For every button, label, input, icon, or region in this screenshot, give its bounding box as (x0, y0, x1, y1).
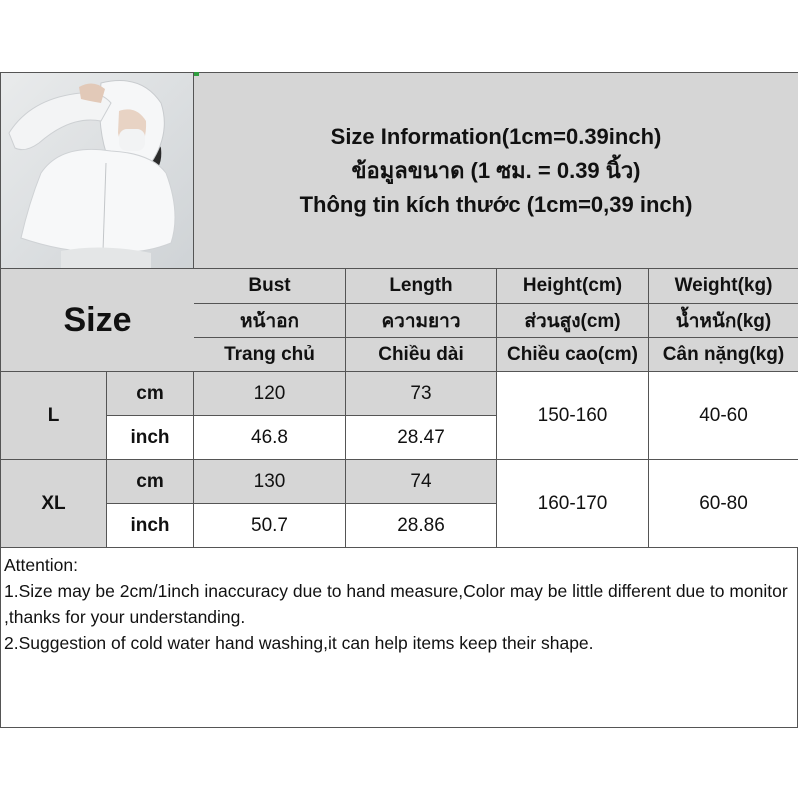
header-height-vi: Chiều cao(cm) (497, 338, 649, 372)
header-length-en: Length (346, 269, 497, 304)
header-height-th: ส่วนสูง(cm) (497, 304, 649, 338)
size-xl-inch-label: inch (107, 504, 194, 548)
header-length-vi: Chiều dài (346, 338, 497, 372)
size-xl-bust-inch: 50.7 (194, 504, 346, 548)
title-english: Size Information(1cm=0.39inch) (330, 123, 662, 149)
title-vietnamese: Thông tin kích thước (1cm=0,39 inch) (299, 191, 693, 217)
size-l-label: L (1, 372, 107, 460)
size-l-bust-cm: 120 (194, 372, 346, 416)
notes-item-1: 1.Size may be 2cm/1inch inaccuracy due to hand measure,Color may be little different due to monitor ,thanks for your understanding. (4, 581, 788, 627)
size-l-inch-label: inch (107, 416, 194, 460)
title-thai: ข้อมูลขนาด (1 ซม. = 0.39 นิ้ว) (351, 157, 641, 183)
size-xl-weight: 60-80 (649, 460, 798, 548)
size-xl-length-cm: 74 (346, 460, 497, 504)
attention-notes (4, 552, 794, 656)
header-bust-th: หน้าอก (194, 304, 346, 338)
header-bust-vi: Trang chủ (194, 338, 346, 372)
notes-heading: Attention: (4, 555, 78, 575)
header-bust-en: Bust (194, 269, 346, 304)
size-xl-length-inch: 28.86 (346, 504, 497, 548)
size-l-bust-inch: 46.8 (194, 416, 346, 460)
size-xl-label: XL (1, 460, 107, 548)
size-l-cm-label: cm (107, 372, 194, 416)
product-photo (1, 73, 194, 269)
header-weight-en: Weight(kg) (649, 269, 798, 304)
product-image (1, 73, 194, 269)
header-height-en: Height(cm) (497, 269, 649, 304)
size-xl-height: 160-170 (497, 460, 649, 548)
header-weight-th: น้ำหนัก(kg) (649, 304, 798, 338)
size-l-length-inch: 28.47 (346, 416, 497, 460)
header-weight-vi: Cân nặng(kg) (649, 338, 798, 372)
size-l-weight: 40-60 (649, 372, 798, 460)
corner-mark (194, 72, 199, 76)
size-xl-cm-label: cm (107, 460, 194, 504)
size-l-length-cm: 73 (346, 372, 497, 416)
header-length-th: ความยาว (346, 304, 497, 338)
size-header (1, 269, 195, 372)
title-block (194, 73, 798, 269)
size-l-height: 150-160 (497, 372, 649, 460)
size-xl-bust-cm: 130 (194, 460, 346, 504)
size-header-label: Size (63, 300, 132, 339)
notes-item-2: 2.Suggestion of cold water hand washing,it can help items keep their shape. (4, 633, 594, 653)
